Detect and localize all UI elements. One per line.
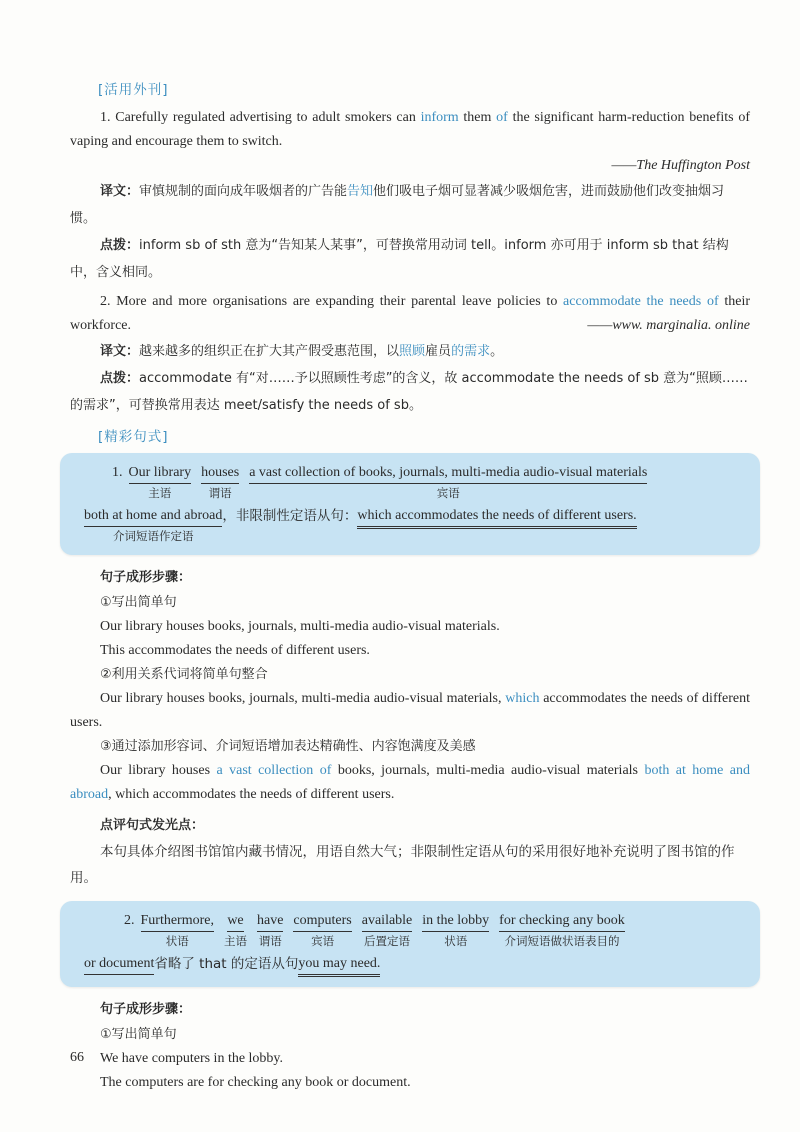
section-title-outside-reading: [活用外刊] [98,82,169,98]
prep-phrase-segment: both at home and abroad 介词短语作定语 [84,508,223,543]
comment-title: 点评句式发光点： [100,818,205,833]
subject-segment: Our library 主语 [128,465,192,500]
highlight-of: of [496,110,508,125]
example-1-translation: 译文：审慎规制的面向成年吸烟者的广告能告知他们吸电子烟可显著减少吸烟危害，进而鼓励他们改变抽烟习惯。 [70,184,725,226]
example-1-tip: 点拨：inform sb of sth 意为“告知某人某事”，可替换常用动词 tell。inform 亦可用于 inform sb that 结构中，含义相同。 [70,238,729,280]
example-2-sentence: 2. More and more organisations are expanding their parental leave policies to accommodate the needs of their workforce. [70,294,750,333]
object-segment: a vast collection of books, journals, multi-media audio-visual materials 宾语 [249,465,648,500]
steps-title-2: 句子成形步骤： [100,1002,192,1017]
highlight-inform: inform [420,110,459,125]
page-content: [活用外刊] 1. Carefully regulated advertising to adult smokers can inform them of the significant harm-reduction benefits of vaping and encourage them to switch. ——The Huffington Post 译文：审慎规制的面向成年吸烟者的广告能告知他们吸电子烟可显著减少吸烟危害，进而鼓励他们改变抽烟习惯。 点拨：inform sb of sth 意为“告知某人某事”，可替换常用动词 tell。inform 亦可用于 inform sb that 结构中，含义相同。 2. More and more organisations are expanding their parental leave policies to accommodate the needs of their workforce. ——www. marginalia. online 译文：越来越多的组织正在扩大其产假受惠范围，以照顾雇员的需求。 点拨：accommodate 有“对……予以照顾性考虑”的含义，故 accommodate the needs of sb 意为“照顾……的需求”，可替换常用表达 meet/satisfy the needs of sb。 [精彩句式] 1. Our library 主语 houses 谓语 a vast collection of books, journals, multi-media audio-visual materials 宾语 both at home and abroad 介词短语作定语 ，非限制性定语从句： which accommodates the needs of different users. 句子成形步骤： ①写出简单句 Our library houses books, journals, multi-media audio-visual materials. This accommodates the needs of different users. ②利用关系代词将简单句整合 Our library houses books, journals, multi-media audio-visual materials, which accommodates the needs of different users. ③通过添加形容词、介词短语增加表达精确性、内容饱满度及美感 Our library houses a vast collection of books, journals, multi-media audio-visual materials both at home and abroad, which accommodates the needs of different users. 点评句式发光点： 本句具体介绍图书馆馆内藏书情况，用语自然大气；非限制性定语从句的采用很好地补充说明了图书馆的作用。 2. Furthermore, 状语 we 主语 have 谓语 computers 宾语 available 后置定语 in the lobby 状语 for checking any book 介词短语做状语表目的 or document 省略了 that 的定语从句 you may need. 句子成形步骤： ①写出简单句 We have computers in the lobby. The computers are for checking any book or document. [70,78,750,1095]
steps-title-1: 句子成形步骤： [100,570,192,585]
comment-text: 本句具体介绍图书馆馆内藏书情况，用语自然大气；非限制性定语从句的采用很好地补充说明了图书馆的作用。 [70,844,735,886]
example-1-sentence: 1. Carefully regulated advertising to adult smokers can inform them of the significant harm-reduction benefits of vaping and encourage them to switch. [70,110,751,149]
example-2-translation: 译文：越来越多的组织正在扩大其产假受惠范围，以照顾雇员的需求。 [100,344,504,359]
highlight-accommodate: accommodate the needs of [563,294,719,309]
sentence-analysis-box-2: 2. Furthermore, 状语 we 主语 have 谓语 computers 宾语 available 后置定语 in the lobby 状语 for checking any book 介词短语做状语表目的 or document 省略了 that 的定语从句 you may need. [60,901,760,987]
example-1-source: ——The Huffington Post [611,158,750,173]
predicate-segment: houses 谓语 [201,465,240,500]
example-2-tip: 点拨：accommodate 有“对……予以照顾性考虑”的含义，故 accommodate the needs of sb 意为“照顾……的需求”，可替换常用表达 meet/satisfy the needs of sb。 [70,371,748,413]
relative-clause-segment: which accommodates the needs of different users. [357,506,636,529]
section-title-sentence-patterns: [精彩句式] [98,429,169,445]
page-number: 66 [70,1050,84,1065]
sentence-analysis-box-1: 1. Our library 主语 houses 谓语 a vast collection of books, journals, multi-media audio-visual materials 宾语 both at home and abroad 介词短语作定语 ，非限制性定语从句： which accommodates the needs of different users. [60,453,760,555]
example-2-source: ——www. marginalia. online [587,318,750,333]
